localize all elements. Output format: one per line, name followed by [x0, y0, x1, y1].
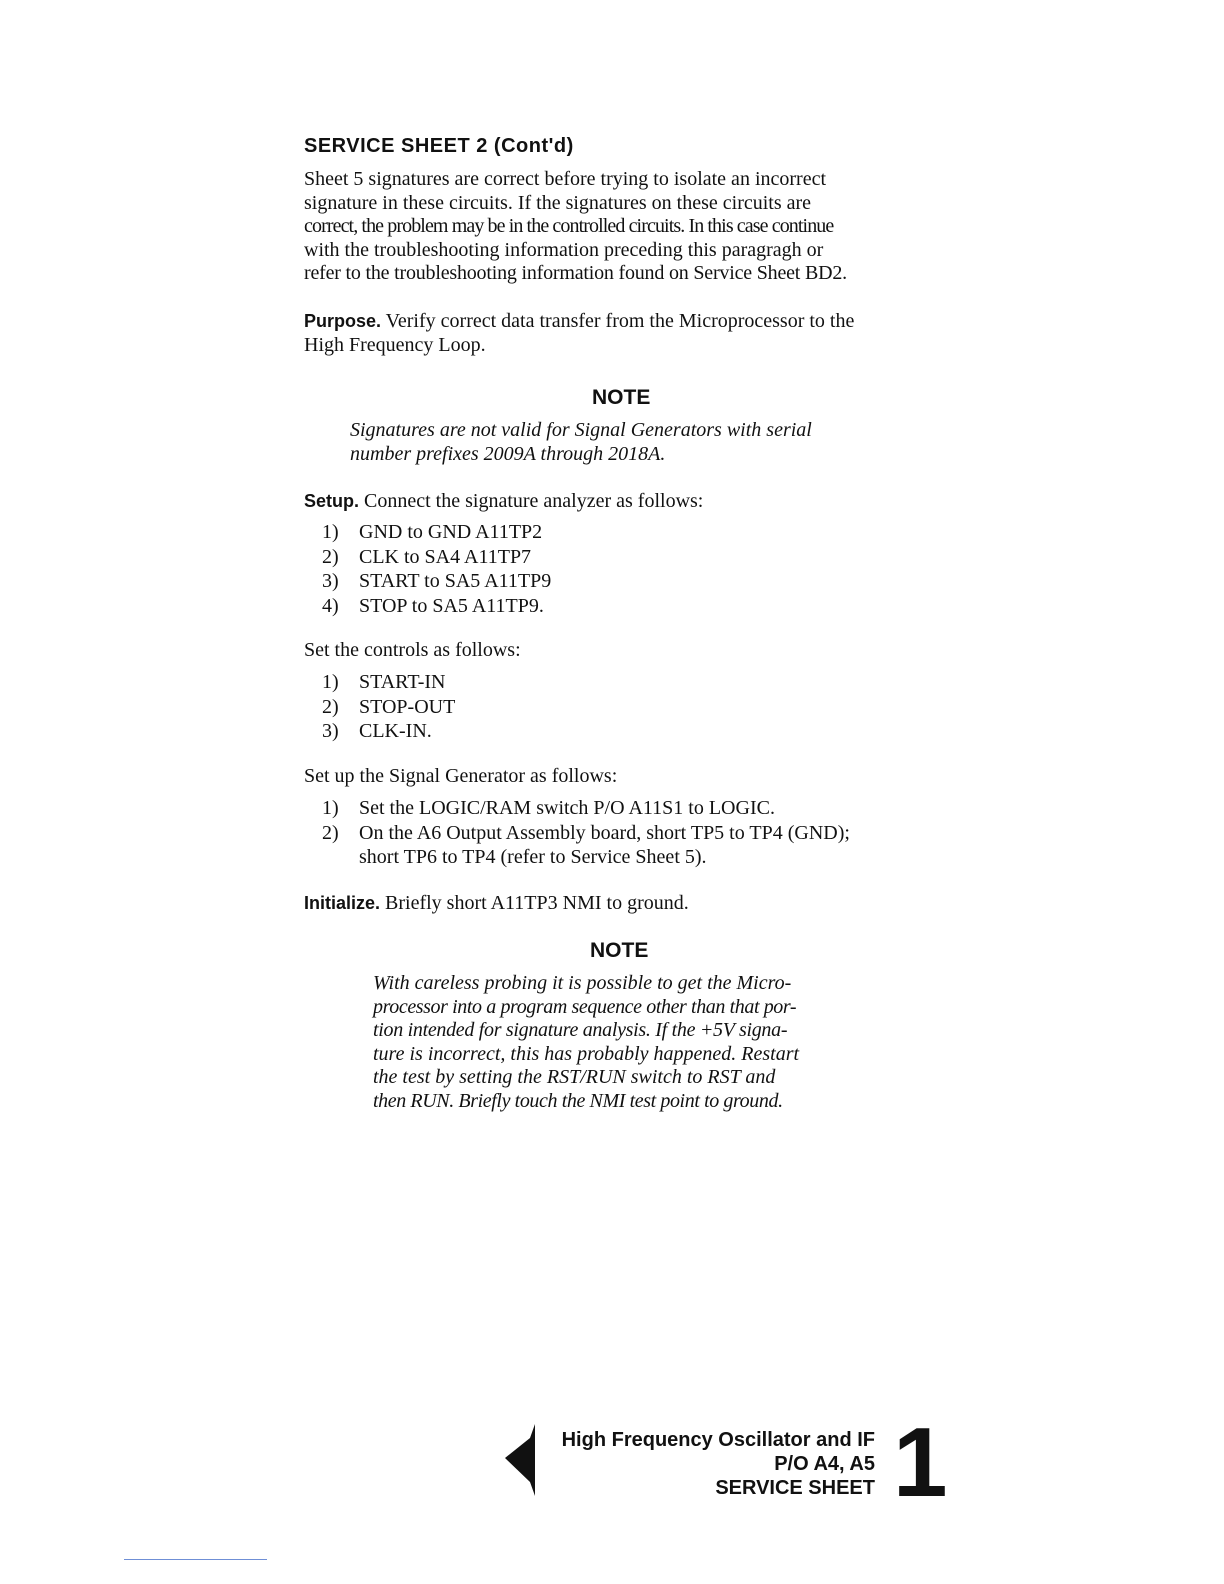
note-title: NOTE [590, 939, 649, 962]
setup-text: Connect the signature analyzer as follows: [364, 490, 704, 512]
note-body [350, 419, 812, 466]
item-text: short TP6 to TP4 (refer to Service Sheet 5). [359, 846, 707, 868]
note-line: number prefixes 2009A through 2018A. [350, 442, 666, 465]
item-text: On the A6 Output Assembly board, short TP5 to TP4 (GND); [359, 821, 850, 844]
item-text: START to SA5 A11TP9 [359, 570, 552, 592]
purpose-label: Purpose. [304, 311, 382, 331]
item-number: 2) [322, 695, 339, 718]
generator-paragraph: Set up the Signal Generator as follows: [304, 765, 618, 787]
intro-line: refer to the troubleshooting information found on Service Sheet BD2. [304, 262, 847, 285]
item-number: 1) [322, 797, 339, 819]
note-title: NOTE [592, 386, 651, 409]
list-item [322, 569, 551, 594]
footer-title: High Frequency Oscillator and IF [561, 1429, 875, 1451]
item-text: CLK to SA4 A11TP7 [359, 545, 532, 568]
item-number: 3) [322, 720, 339, 742]
purpose-text: Verify correct data transfer from the Microprocessor to the [385, 310, 855, 332]
intro-line: signature in these circuits. If the signatures on these circuits are [304, 191, 812, 214]
item-text: STOP-OUT [359, 695, 456, 718]
purpose-text: High Frequency Loop. [304, 333, 486, 356]
note-line: tion intended for signature analysis. If the +5V signa- [373, 1019, 788, 1042]
note-line: With careless probing it is possible to get the Micro- [373, 972, 792, 994]
left-arrow-icon [505, 1424, 545, 1496]
list-item [322, 545, 551, 570]
initialize-paragraph [304, 892, 942, 916]
list-item [322, 719, 455, 744]
list-item [322, 695, 455, 720]
note-line: the test by setting the RST/RUN switch to RST and [373, 1066, 776, 1089]
initialize-text: Briefly short A11TP3 NMI to ground. [385, 892, 689, 914]
setup-label: Setup. [304, 491, 360, 511]
note-line: processor into a program sequence other than that por- [373, 995, 797, 1018]
item-number: 2) [322, 545, 339, 568]
section-heading: SERVICE SHEET 2 (Cont'd) [304, 135, 574, 157]
note-line: then RUN. Briefly touch the NMI test point to ground. [373, 1089, 783, 1112]
setup-paragraph [304, 490, 942, 514]
footer-label: SERVICE SHEET [715, 1477, 875, 1499]
list-item [322, 796, 850, 821]
intro-line: with the troubleshooting information preceding this paragragh or [304, 238, 824, 261]
item-text: GND to GND A11TP2 [359, 521, 543, 543]
intro-line: correct, the problem may be in the controlled circuits. In this case continue [304, 215, 834, 238]
intro-line: Sheet 5 signatures are correct before trying to isolate an incorrect [304, 168, 827, 190]
list-item [322, 821, 850, 870]
list-item [322, 670, 455, 695]
purpose-paragraph [304, 310, 942, 357]
item-number: 4) [322, 594, 339, 617]
list-item [322, 594, 551, 619]
item-text: CLK-IN. [359, 720, 432, 742]
setup-list [322, 520, 551, 618]
note-body [373, 972, 873, 1114]
controls-list [322, 670, 455, 744]
intro-paragraph [304, 168, 942, 286]
list-item [322, 520, 551, 545]
generator-list [322, 796, 850, 870]
scan-artifact-line [124, 1559, 267, 1560]
initialize-label: Initialize. [304, 893, 381, 913]
item-number: 1) [322, 521, 339, 543]
footer-parts: P/O A4, A5 [774, 1453, 875, 1475]
item-number: 3) [322, 570, 339, 592]
note-line: Signatures are not valid for Signal Generators with serial [350, 419, 812, 441]
item-number: 1) [322, 671, 339, 693]
item-text: START-IN [359, 671, 446, 693]
item-text: Set the LOGIC/RAM switch P/O A11S1 to LOGIC. [359, 797, 775, 819]
note-line: ture is incorrect, this has probably happened. Restart [373, 1042, 800, 1065]
item-text: STOP to SA5 A11TP9. [359, 594, 544, 617]
item-number: 2) [322, 821, 339, 844]
controls-paragraph: Set the controls as follows: [304, 639, 521, 661]
service-sheet-number: 1 [893, 1407, 948, 1517]
